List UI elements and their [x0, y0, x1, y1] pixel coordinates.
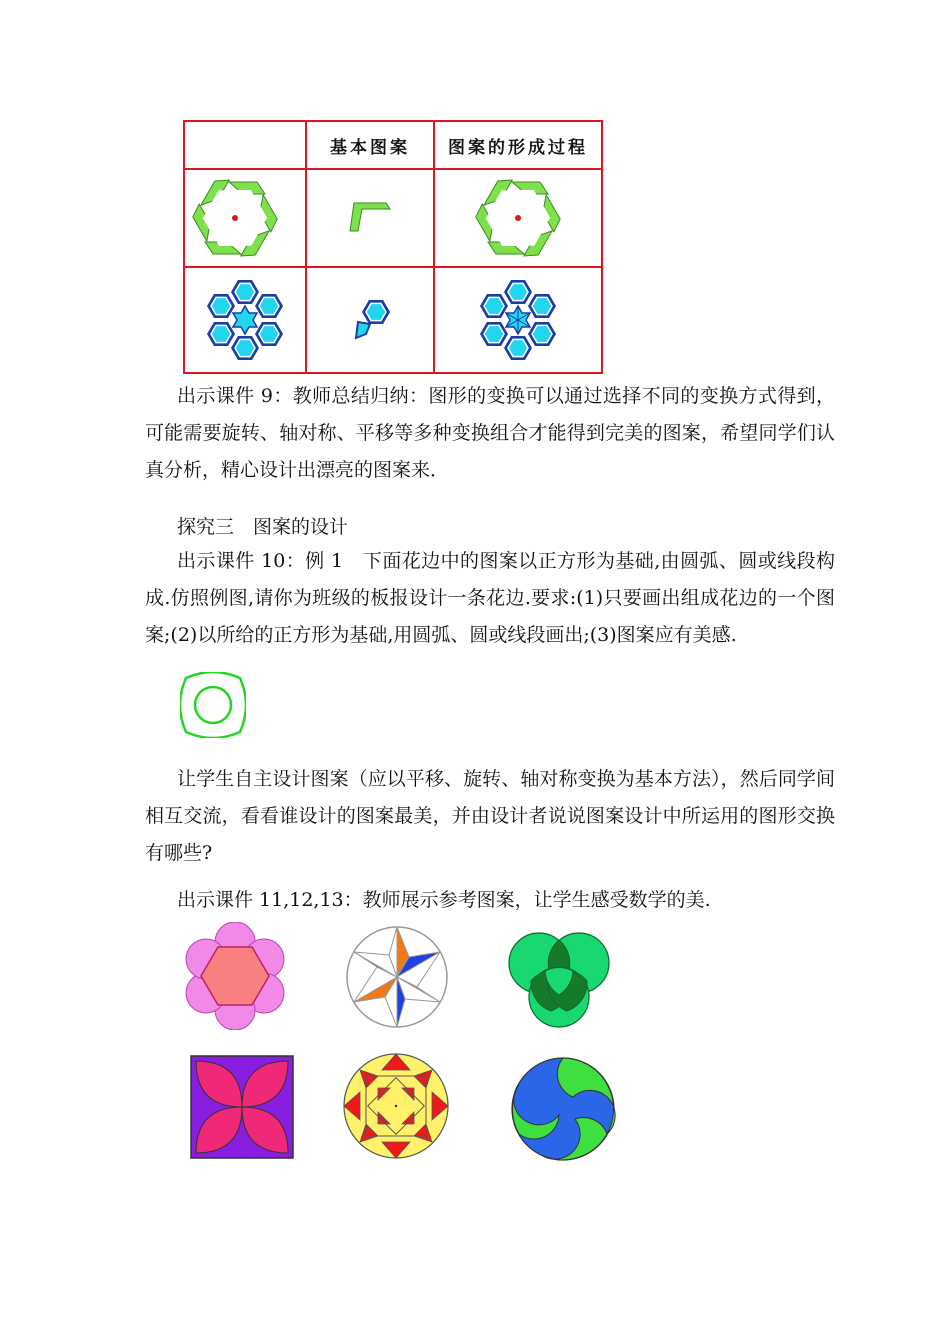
blue-hexagon-flower-icon	[195, 272, 295, 368]
table-row	[184, 267, 602, 373]
green-hexagon-process-icon	[468, 173, 568, 263]
table-cell	[306, 169, 434, 267]
header-process-label: 图案的形成过程	[448, 137, 588, 158]
blue-piece-icon	[340, 290, 400, 350]
pink-flower-pattern-icon	[183, 922, 287, 1030]
green-hexagon-pattern-icon	[185, 173, 285, 263]
table-cell	[434, 169, 602, 267]
paragraph-summary: 出示课件 9：教师总结归纳：图形的变换可以通过选择不同的变换方式得到，可能需要旋转、轴对称、平移等多种变换组合才能得到完美的图案，希望同学们认真分析，精心设计出漂亮的图案来．	[145, 385, 835, 481]
green-clover-figure-icon	[180, 672, 246, 738]
swirl-circle-pattern-icon	[510, 1056, 616, 1162]
pattern-table	[183, 120, 603, 374]
table-cell	[306, 267, 434, 373]
table-cell	[434, 267, 602, 373]
table-cell	[184, 169, 306, 267]
paragraph-example: 出示课件 10：例 1 下面花边中的图案以正方形为基础,由圆弧、圆或线段构成.仿照例图,请你为班级的板报设计一条花边.要求:(1)只要画出组成花边的一个图案;(2)以所给的正方形为基础,用圆弧、圆或线段画出;(3)图案应有美感.	[145, 550, 835, 646]
purple-square-petal-pattern-icon	[190, 1055, 294, 1159]
table-header-basic	[306, 121, 434, 169]
green-piece-icon	[340, 193, 400, 243]
table-header-empty	[184, 121, 306, 169]
section-heading: 探究三 图案的设计	[177, 516, 349, 538]
windmill-star-pattern-icon	[345, 925, 449, 1029]
table-header-process	[434, 121, 602, 169]
venn-circles-pattern-icon	[507, 922, 611, 1032]
table-header-row	[184, 121, 602, 169]
header-basic-label: 基本图案	[330, 137, 410, 158]
table-cell	[184, 267, 306, 373]
paragraph-design: 让学生自主设计图案（应以平移、旋转、轴对称变换为基本方法），然后同学间相互交流，看看谁设计的图案最美，并由设计者说说图案设计中所运用的图形交换有哪些?	[145, 768, 835, 864]
blue-hexagon-process-icon	[468, 272, 568, 368]
yellow-geometric-pattern-icon	[343, 1050, 449, 1162]
paragraph-showcase: 出示课件 11,12,13：教师展示参考图案，让学生感受数学的美.	[177, 889, 711, 911]
table-row	[184, 169, 602, 267]
